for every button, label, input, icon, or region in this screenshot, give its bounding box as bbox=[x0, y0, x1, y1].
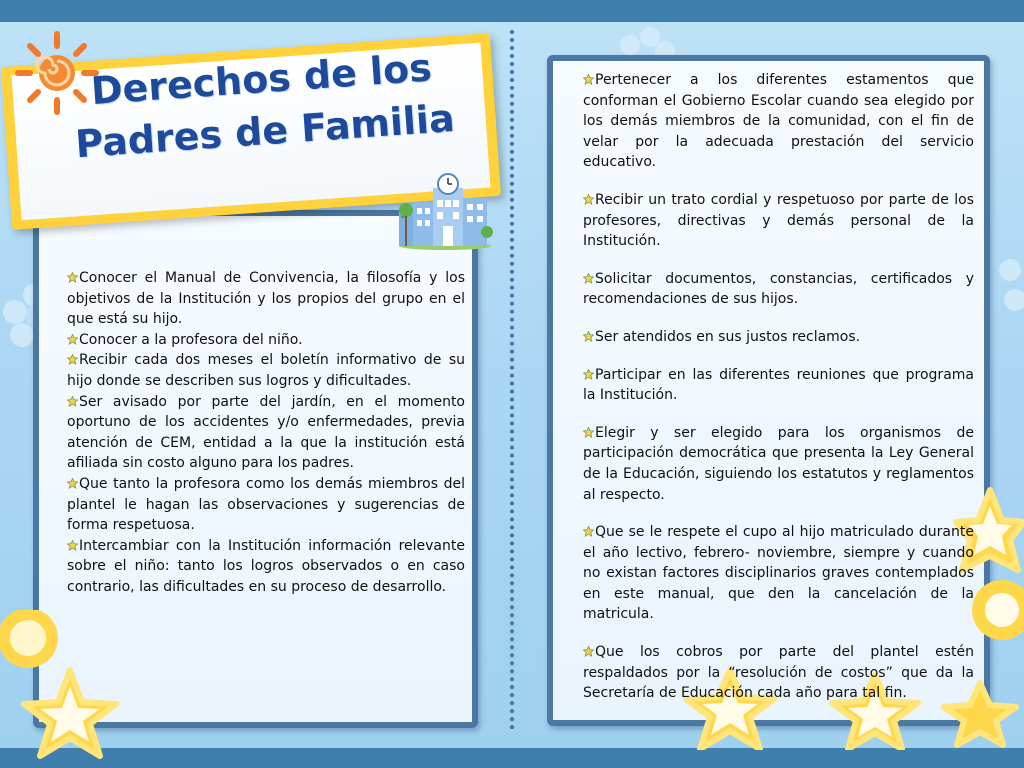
list-item-text: Conocer el Manual de Convivencia, la filosofía y los objetivos de la Institución y los propios del grupo en el que está su hijo. bbox=[67, 270, 465, 328]
sun-icon bbox=[10, 26, 105, 121]
list-item-text: Solicitar documentos, constancias, certificados y recomendaciones de sus hijos. bbox=[583, 270, 974, 308]
list-item bbox=[583, 522, 974, 625]
flower-bullet-icon bbox=[67, 396, 78, 407]
list-item bbox=[67, 474, 465, 536]
flower-bullet-icon bbox=[583, 273, 594, 284]
bottom-bar bbox=[0, 748, 1024, 768]
list-item bbox=[583, 423, 974, 505]
list-item bbox=[583, 327, 974, 348]
list-item-text: Que tanto la profesora como los demás miembros del plantel le hagan las observaciones y sugerencias de forma respetuosa. bbox=[67, 475, 465, 534]
center-divider bbox=[510, 30, 514, 730]
list-item-text: Ser avisado por parte del jardín, en el momento oportuno de los accidentes y/o enfermedades, previa atención de CEM, entidad a la que la institución está afiliada sin costo alguno para los padres. bbox=[67, 393, 465, 472]
title-line-1: Derechos de los bbox=[89, 45, 434, 114]
list-item-text: Conocer a la profesora del niño. bbox=[79, 331, 303, 348]
flower-bullet-icon bbox=[583, 427, 594, 438]
list-item bbox=[583, 190, 974, 252]
list-item bbox=[583, 70, 974, 173]
flower-bullet-icon bbox=[583, 526, 594, 537]
title-line-2: Padres de Familia bbox=[73, 95, 456, 167]
flower-bullet-icon bbox=[67, 478, 78, 489]
flower-bullet-icon bbox=[67, 272, 78, 283]
left-rights-list bbox=[67, 268, 465, 598]
list-item bbox=[67, 392, 465, 474]
list-item bbox=[583, 642, 974, 704]
star-decoration-icon bbox=[0, 610, 130, 760]
list-item-text: Ser atendidos en sus justos reclamos. bbox=[595, 328, 861, 345]
list-item bbox=[67, 536, 465, 598]
school-building-icon bbox=[395, 170, 495, 250]
list-item bbox=[67, 330, 465, 351]
list-item bbox=[583, 269, 974, 310]
list-item-text: Que los cobros por parte del plantel estén respaldados por la “resolución de costos” que da la Secretaría de Educación cada año para tal fin. bbox=[583, 644, 974, 702]
list-item-text: Que se le respete el cupo al hijo matriculado durante el año lectivo, febrero- noviembre, siempre y cuando no existan factores disciplinarios graves contemplados en este manual, que den la cancelación de la matricula. bbox=[583, 524, 974, 623]
list-item bbox=[67, 350, 465, 391]
list-item-text: Recibir un trato cordial y respetuoso por parte de los profesores, directivas y demás personal de la Institución. bbox=[583, 191, 974, 250]
flower-bullet-icon bbox=[583, 646, 594, 657]
list-item-text: Participar en las diferentes reuniones que programa la Institución. bbox=[583, 366, 974, 404]
right-rights-list bbox=[583, 70, 974, 721]
flower-bullet-icon bbox=[583, 369, 594, 380]
flower-bullet-icon bbox=[583, 194, 594, 205]
flower-bullet-icon bbox=[67, 540, 78, 551]
flower-bullet-icon bbox=[67, 334, 78, 345]
background-flower-icon bbox=[990, 250, 1024, 330]
flower-bullet-icon bbox=[583, 74, 594, 85]
list-item-text: Elegir y ser elegido para los organismos de participación democrática que presenta la Ley General de la Educación, siguiendo los estatutos y reglamentos al respecto. bbox=[583, 424, 974, 503]
list-item bbox=[583, 365, 974, 406]
list-item-text: Intercambiar con la Institución información relevante sobre el niño: tanto los logros observados o en caso contrario, las dificultades en su proceso de desarrollo. bbox=[67, 537, 465, 595]
top-bar bbox=[0, 0, 1024, 22]
flower-bullet-icon bbox=[583, 331, 594, 342]
list-item-text: Pertenecer a los diferentes estamentos que conforman el Gobierno Escolar cuando sea elegido por los demás miembros de la comunidad, con el fin de velar por la adecuada prestación del servicio educativo. bbox=[583, 72, 974, 171]
list-item bbox=[67, 268, 465, 330]
list-item-text: Recibir cada dos meses el boletín informativo de su hijo donde se describen sus logros y dificultades. bbox=[67, 352, 465, 389]
flower-bullet-icon bbox=[67, 354, 78, 365]
